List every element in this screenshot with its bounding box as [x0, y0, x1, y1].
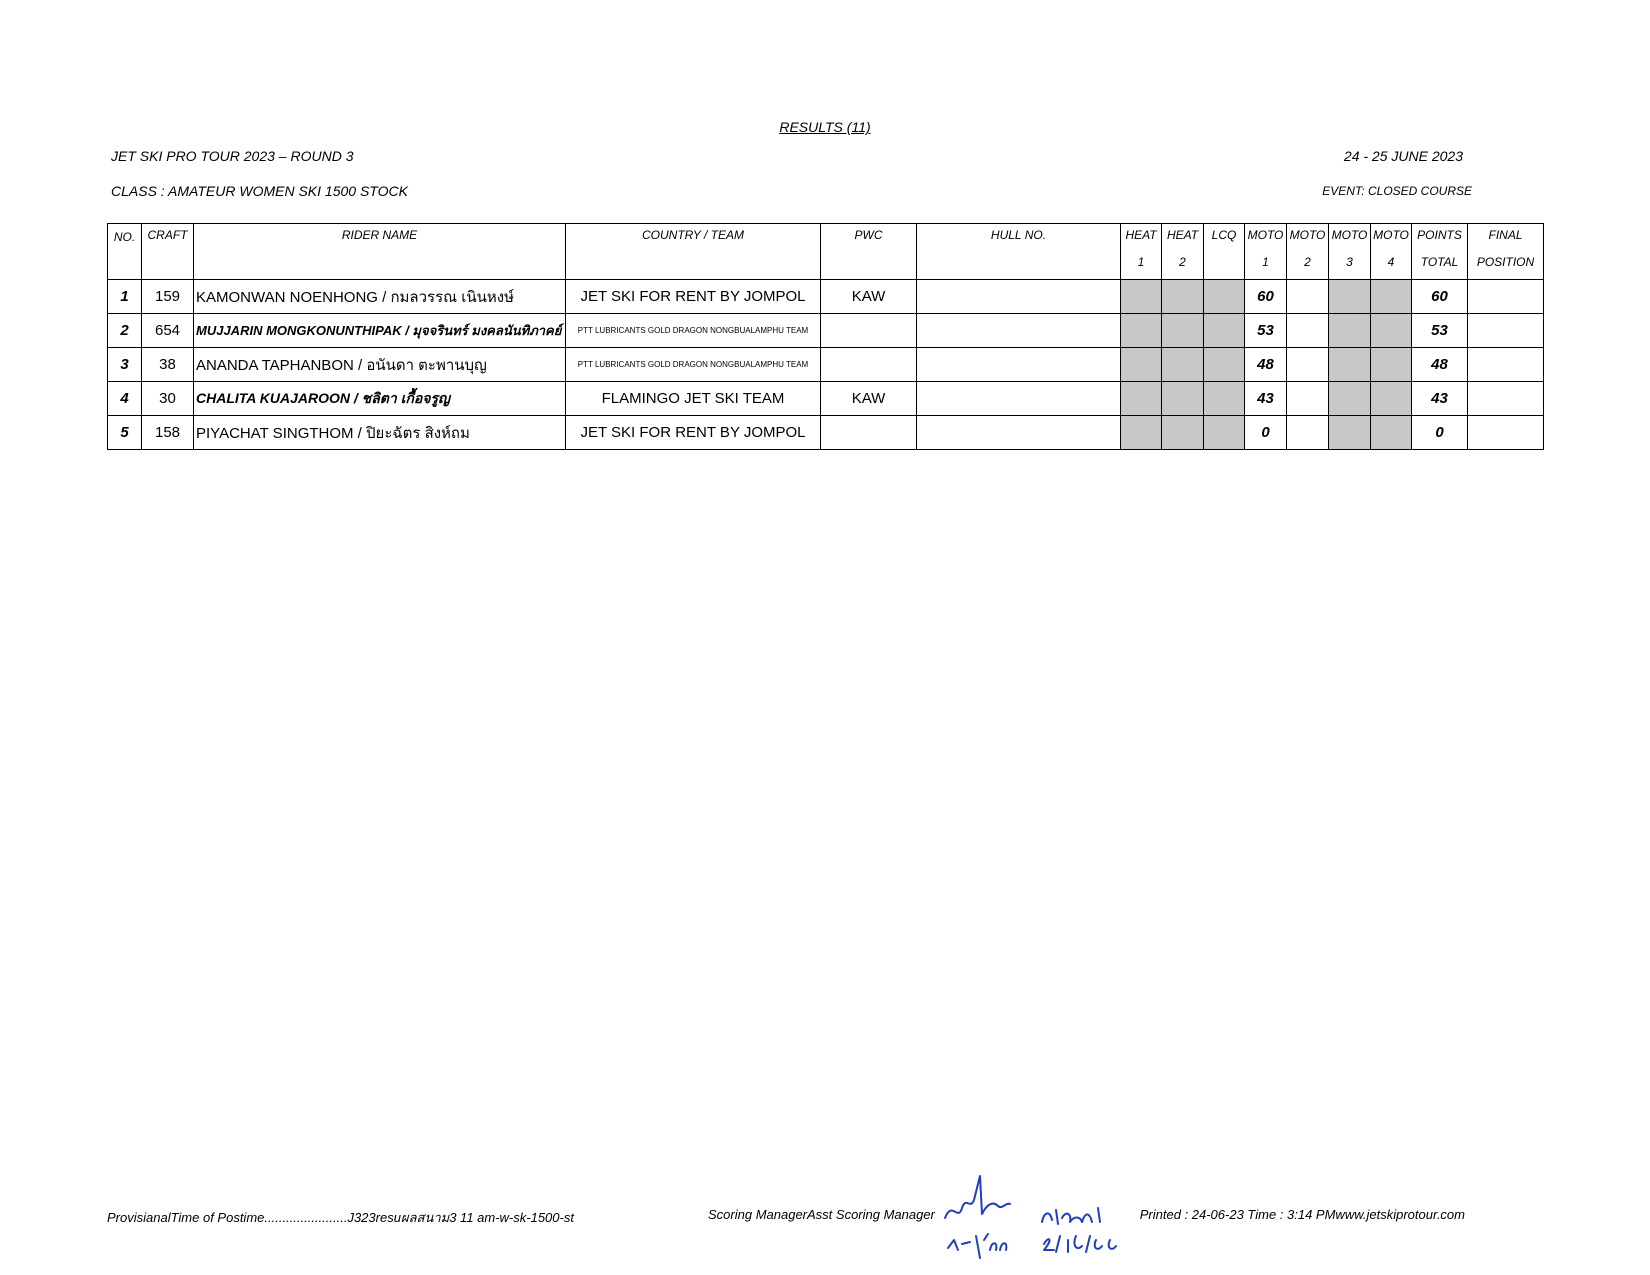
handwritten-signatures [940, 1170, 1140, 1260]
signature-1-date [948, 1234, 1006, 1258]
cell-moto2 [1287, 280, 1329, 314]
cell-moto2 [1287, 416, 1329, 450]
cell-moto1: 43 [1245, 382, 1287, 416]
cell-heat1 [1121, 348, 1162, 382]
cell-lcq [1204, 416, 1245, 450]
table-row [108, 314, 1544, 348]
cell-total: 60 [1412, 280, 1468, 314]
col-moto-2: MOTO 2 [1287, 224, 1329, 280]
cell-no: 1 [108, 280, 142, 314]
cell-lcq [1204, 280, 1245, 314]
footer-printed: Printed : 24-06-23 Time : 3:14 PMwww.jetskiprotour.com [1139, 1207, 1465, 1222]
col-country-team: COUNTRY / TEAM [566, 224, 821, 280]
event-date: 24 - 25 JUNE 2023 [1343, 148, 1463, 164]
cell-craft: 30 [142, 382, 194, 416]
cell-craft: 159 [142, 280, 194, 314]
cell-team: PTT LUBRICANTS GOLD DRAGON NONGBUALAMPHU TEAM [566, 314, 821, 348]
cell-moto1: 0 [1245, 416, 1287, 450]
cell-craft: 38 [142, 348, 194, 382]
cell-pwc: KAW [821, 280, 917, 314]
cell-total: 48 [1412, 348, 1468, 382]
cell-moto4 [1371, 280, 1412, 314]
cell-hull [917, 416, 1121, 450]
footer-scoring-manager: Scoring ManagerAsst Scoring Manager [708, 1207, 935, 1222]
signature-2-date [1044, 1236, 1116, 1252]
cell-hull [917, 348, 1121, 382]
col-moto-4: MOTO 4 [1371, 224, 1412, 280]
cell-craft: 654 [142, 314, 194, 348]
cell-moto2 [1287, 348, 1329, 382]
cell-moto4 [1371, 348, 1412, 382]
cell-moto3 [1329, 314, 1371, 348]
cell-pwc [821, 348, 917, 382]
cell-rider: ANANDA TAPHANBON / อนันดา ตะพานบุญ [194, 348, 566, 382]
cell-moto1: 60 [1245, 280, 1287, 314]
cell-final [1468, 348, 1544, 382]
cell-no: 5 [108, 416, 142, 450]
cell-pwc: KAW [821, 382, 917, 416]
cell-lcq [1204, 314, 1245, 348]
cell-pwc [821, 314, 917, 348]
cell-total: 0 [1412, 416, 1468, 450]
cell-heat1 [1121, 382, 1162, 416]
cell-moto4 [1371, 416, 1412, 450]
col-craft: CRAFT [142, 224, 194, 280]
cell-hull [917, 382, 1121, 416]
table-row [108, 382, 1544, 416]
col-points-total: POINTS TOTAL [1412, 224, 1468, 280]
signature-2 [1042, 1208, 1100, 1224]
cell-team: JET SKI FOR RENT BY JOMPOL [566, 280, 821, 314]
col-heat-1: HEAT 1 [1121, 224, 1162, 280]
cell-moto1: 53 [1245, 314, 1287, 348]
event-type: EVENT: CLOSED COURSE [1322, 184, 1472, 198]
cell-final [1468, 416, 1544, 450]
footer-provisional: ProvisianalTime of Postime.......................J323resuผลสนาม3 11 am-w-sk-1500-st [107, 1210, 574, 1225]
col-final-position: FINAL POSITION [1468, 224, 1544, 280]
col-rider-name: RIDER NAME [194, 224, 566, 280]
cell-rider: KAMONWAN NOENHONG / กมลวรรณ เนินหงษ์ [194, 280, 566, 314]
cell-heat2 [1162, 348, 1204, 382]
cell-heat1 [1121, 314, 1162, 348]
cell-moto3 [1329, 382, 1371, 416]
cell-team: JET SKI FOR RENT BY JOMPOL [566, 416, 821, 450]
table-row [108, 416, 1544, 450]
results-title: RESULTS (11) [779, 119, 871, 135]
cell-total: 53 [1412, 314, 1468, 348]
cell-moto2 [1287, 314, 1329, 348]
cell-heat2 [1162, 416, 1204, 450]
cell-final [1468, 280, 1544, 314]
col-moto-3: MOTO 3 [1329, 224, 1371, 280]
col-moto-1: MOTO 1 [1245, 224, 1287, 280]
cell-heat2 [1162, 280, 1204, 314]
table-row [108, 280, 1544, 314]
col-heat-2: HEAT 2 [1162, 224, 1204, 280]
cell-heat2 [1162, 382, 1204, 416]
cell-heat1 [1121, 280, 1162, 314]
cell-lcq [1204, 348, 1245, 382]
class-line: CLASS : AMATEUR WOMEN SKI 1500 STOCK [111, 183, 408, 199]
cell-final [1468, 382, 1544, 416]
col-no: NO. [108, 224, 142, 280]
cell-team: PTT LUBRICANTS GOLD DRAGON NONGBUALAMPHU TEAM [566, 348, 821, 382]
cell-moto4 [1371, 382, 1412, 416]
cell-moto3 [1329, 348, 1371, 382]
cell-no: 2 [108, 314, 142, 348]
cell-heat1 [1121, 416, 1162, 450]
cell-pwc [821, 416, 917, 450]
col-pwc: PWC [821, 224, 917, 280]
cell-moto3 [1329, 416, 1371, 450]
cell-no: 3 [108, 348, 142, 382]
cell-rider: PIYACHAT SINGTHOM / ปิยะฉัตร สิงห์ถม [194, 416, 566, 450]
cell-total: 43 [1412, 382, 1468, 416]
header-row [108, 224, 1544, 280]
cell-rider: MUJJARIN MONGKONUNTHIPAK / มุจจรินทร์ มงคลนันทิภาคย์ [194, 314, 566, 348]
cell-final [1468, 314, 1544, 348]
cell-lcq [1204, 382, 1245, 416]
cell-heat2 [1162, 314, 1204, 348]
cell-moto1: 48 [1245, 348, 1287, 382]
results-table [107, 223, 1544, 450]
col-lcq: LCQ [1204, 224, 1245, 280]
cell-rider: CHALITA KUAJAROON / ชลิตา เกื้อจรูญ [194, 382, 566, 416]
table-row [108, 348, 1544, 382]
cell-moto4 [1371, 314, 1412, 348]
cell-hull [917, 314, 1121, 348]
col-hull-no: HULL NO. [917, 224, 1121, 280]
cell-craft: 158 [142, 416, 194, 450]
cell-hull [917, 280, 1121, 314]
event-title: JET SKI PRO TOUR 2023 – ROUND 3 [111, 148, 354, 164]
cell-no: 4 [108, 382, 142, 416]
cell-moto3 [1329, 280, 1371, 314]
cell-team: FLAMINGO JET SKI TEAM [566, 382, 821, 416]
cell-moto2 [1287, 382, 1329, 416]
signature-1 [945, 1176, 1010, 1218]
